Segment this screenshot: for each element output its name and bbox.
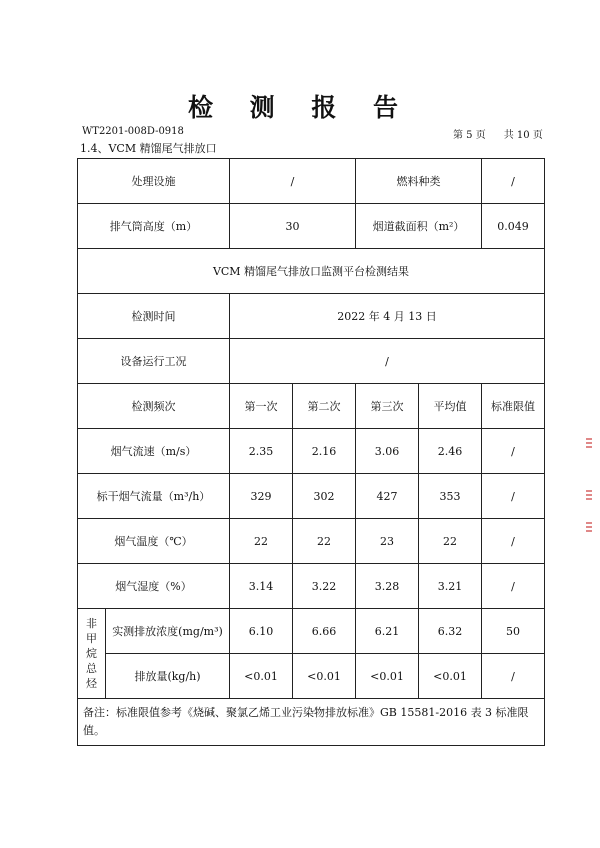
- facility-label: 处理设施: [78, 159, 230, 204]
- section-heading: 1.4、VCM 精馏尾气排放口: [80, 142, 217, 155]
- cell-value: 22: [419, 519, 482, 564]
- cell-value: 50: [482, 609, 545, 654]
- equipment-value: /: [230, 339, 545, 384]
- cell-value: /: [482, 654, 545, 699]
- cell-value: 3.06: [356, 429, 419, 474]
- flue-area-label: 烟道截面积（m²）: [356, 204, 482, 249]
- nmhc-char: 非: [86, 617, 97, 630]
- cell-value: 3.14: [230, 564, 293, 609]
- nmhc-char: 烃: [86, 677, 97, 690]
- fuel-type-label: 燃料种类: [356, 159, 482, 204]
- cell-value: 2.16: [293, 429, 356, 474]
- report-id: WT2201-008D-0918: [82, 126, 184, 137]
- results-title: VCM 精馏尾气排放口监测平台检测结果: [78, 249, 545, 294]
- flue-area-value: 0.049: [482, 204, 545, 249]
- seal-mark: [586, 488, 594, 502]
- table-row: [78, 474, 545, 519]
- report-title: 检 测 报 告: [187, 93, 413, 122]
- stack-height-value: 30: [230, 204, 356, 249]
- column-header: 检测频次: [78, 384, 230, 429]
- page-number: 第 5 页: [453, 130, 486, 141]
- cell-value: 427: [356, 474, 419, 519]
- nmhc-label: [78, 609, 106, 699]
- column-header: 第二次: [293, 384, 356, 429]
- cell-value: <0.01: [419, 654, 482, 699]
- results-table: [77, 158, 545, 746]
- table-row: [78, 339, 545, 384]
- nmhc-char: 甲: [86, 632, 97, 645]
- column-header: 标准限值: [482, 384, 545, 429]
- cell-value: 302: [293, 474, 356, 519]
- cell-value: 6.32: [419, 609, 482, 654]
- table-row: [78, 609, 545, 654]
- fuel-type-value: /: [482, 159, 545, 204]
- cell-value: 22: [293, 519, 356, 564]
- table-row: [78, 564, 545, 609]
- cell-value: /: [482, 519, 545, 564]
- seal-mark: [586, 520, 594, 534]
- row-label: 实测排放浓度(mg/m³): [106, 609, 230, 654]
- cell-value: 6.66: [293, 609, 356, 654]
- row-label: 烟气流速（m/s）: [78, 429, 230, 474]
- table-row: [78, 159, 545, 204]
- cell-value: 3.21: [419, 564, 482, 609]
- header-row: [78, 384, 545, 429]
- equipment-label: 设备运行工况: [78, 339, 230, 384]
- cell-value: <0.01: [356, 654, 419, 699]
- cell-value: 2.35: [230, 429, 293, 474]
- cell-value: 3.22: [293, 564, 356, 609]
- row-label: 排放量(kg/h): [106, 654, 230, 699]
- cell-value: <0.01: [293, 654, 356, 699]
- nmhc-char: 烷: [86, 647, 97, 660]
- row-label: 标干烟气流量（m³/h）: [78, 474, 230, 519]
- cell-value: 6.10: [230, 609, 293, 654]
- remarks: 备注：标准限值参考《烧碱、聚氯乙烯工业污染物排放标准》GB 15581-2016 表 3 标准限值。: [78, 699, 545, 746]
- facility-value: /: [230, 159, 356, 204]
- table-row: [78, 294, 545, 339]
- cell-value: 6.21: [356, 609, 419, 654]
- row-label: 烟气温度（℃）: [78, 519, 230, 564]
- page-info: [453, 126, 543, 141]
- column-header: 第三次: [356, 384, 419, 429]
- cell-value: 3.28: [356, 564, 419, 609]
- cell-value: 353: [419, 474, 482, 519]
- page-total: 共 10 页: [503, 130, 543, 141]
- table-row: [78, 429, 545, 474]
- cell-value: 2.46: [419, 429, 482, 474]
- table-row: [78, 654, 545, 699]
- seal-mark: [586, 436, 594, 450]
- cell-value: 329: [230, 474, 293, 519]
- detect-time-label: 检测时间: [78, 294, 230, 339]
- nmhc-char: 总: [86, 662, 97, 675]
- column-header: 第一次: [230, 384, 293, 429]
- cell-value: /: [482, 474, 545, 519]
- table-row: [78, 519, 545, 564]
- stack-height-label: 排气筒高度（m）: [78, 204, 230, 249]
- row-label: 烟气湿度（%）: [78, 564, 230, 609]
- cell-value: <0.01: [230, 654, 293, 699]
- table-row: [78, 699, 545, 746]
- cell-value: /: [482, 564, 545, 609]
- cell-value: 22: [230, 519, 293, 564]
- cell-value: /: [482, 429, 545, 474]
- table-row: [78, 249, 545, 294]
- column-header: 平均值: [419, 384, 482, 429]
- table-row: [78, 204, 545, 249]
- detect-time-value: 2022 年 4 月 13 日: [230, 294, 545, 339]
- cell-value: 23: [356, 519, 419, 564]
